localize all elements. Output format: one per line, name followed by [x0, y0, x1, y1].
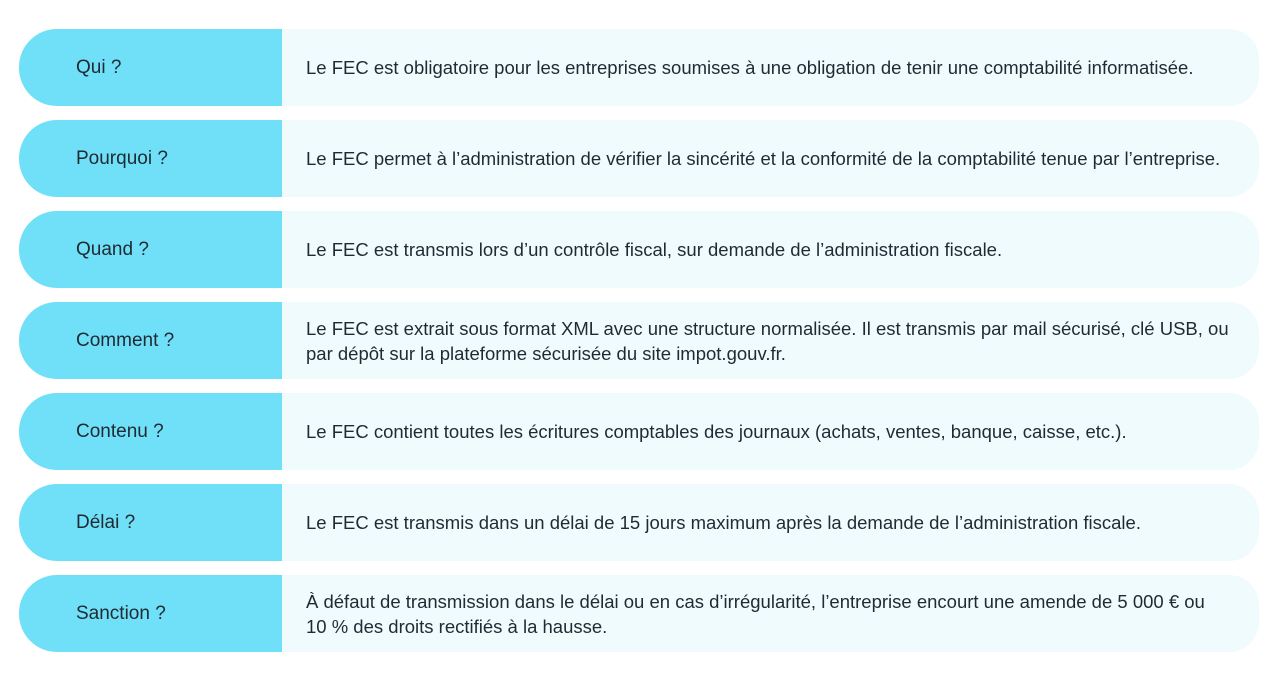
row-quand	[19, 211, 1259, 288]
row-text: Le FEC est transmis lors d’un contrôle fiscal, sur demande de l’administration fiscale.	[282, 211, 1259, 288]
row-sanction	[19, 575, 1259, 652]
row-text: Le FEC permet à l’administration de vérifier la sincérité et la conformité de la comptabilité tenue par l’entreprise.	[282, 120, 1259, 197]
row-label: Contenu ?	[19, 393, 282, 470]
row-text: Le FEC est transmis dans un délai de 15 jours maximum après la demande de l’administration fiscale.	[282, 484, 1259, 561]
row-label: Quand ?	[19, 211, 282, 288]
row-text: Le FEC est extrait sous format XML avec une structure normalisée. Il est transmis par mail sécurisé, clé USB, ou par dépôt sur la plateforme sécurisée du site impot.gouv.fr.	[282, 302, 1259, 379]
row-label: Sanction ?	[19, 575, 282, 652]
row-label: Pourquoi ?	[19, 120, 282, 197]
row-comment	[19, 302, 1259, 379]
row-text: Le FEC contient toutes les écritures comptables des journaux (achats, ventes, banque, caisse, etc.).	[282, 393, 1259, 470]
row-text: Le FEC est obligatoire pour les entreprises soumises à une obligation de tenir une comptabilité informatisée.	[282, 29, 1259, 106]
row-label: Qui ?	[19, 29, 282, 106]
row-text: À défaut de transmission dans le délai ou en cas d’irrégularité, l’entreprise encourt une amende de 5 000 € ou 10 % des droits rectifiés à la hausse.	[282, 575, 1259, 652]
row-pourquoi	[19, 120, 1259, 197]
fec-info-table	[19, 29, 1259, 652]
row-label: Délai ?	[19, 484, 282, 561]
row-delai	[19, 484, 1259, 561]
row-qui	[19, 29, 1259, 106]
row-contenu	[19, 393, 1259, 470]
row-label: Comment ?	[19, 302, 282, 379]
